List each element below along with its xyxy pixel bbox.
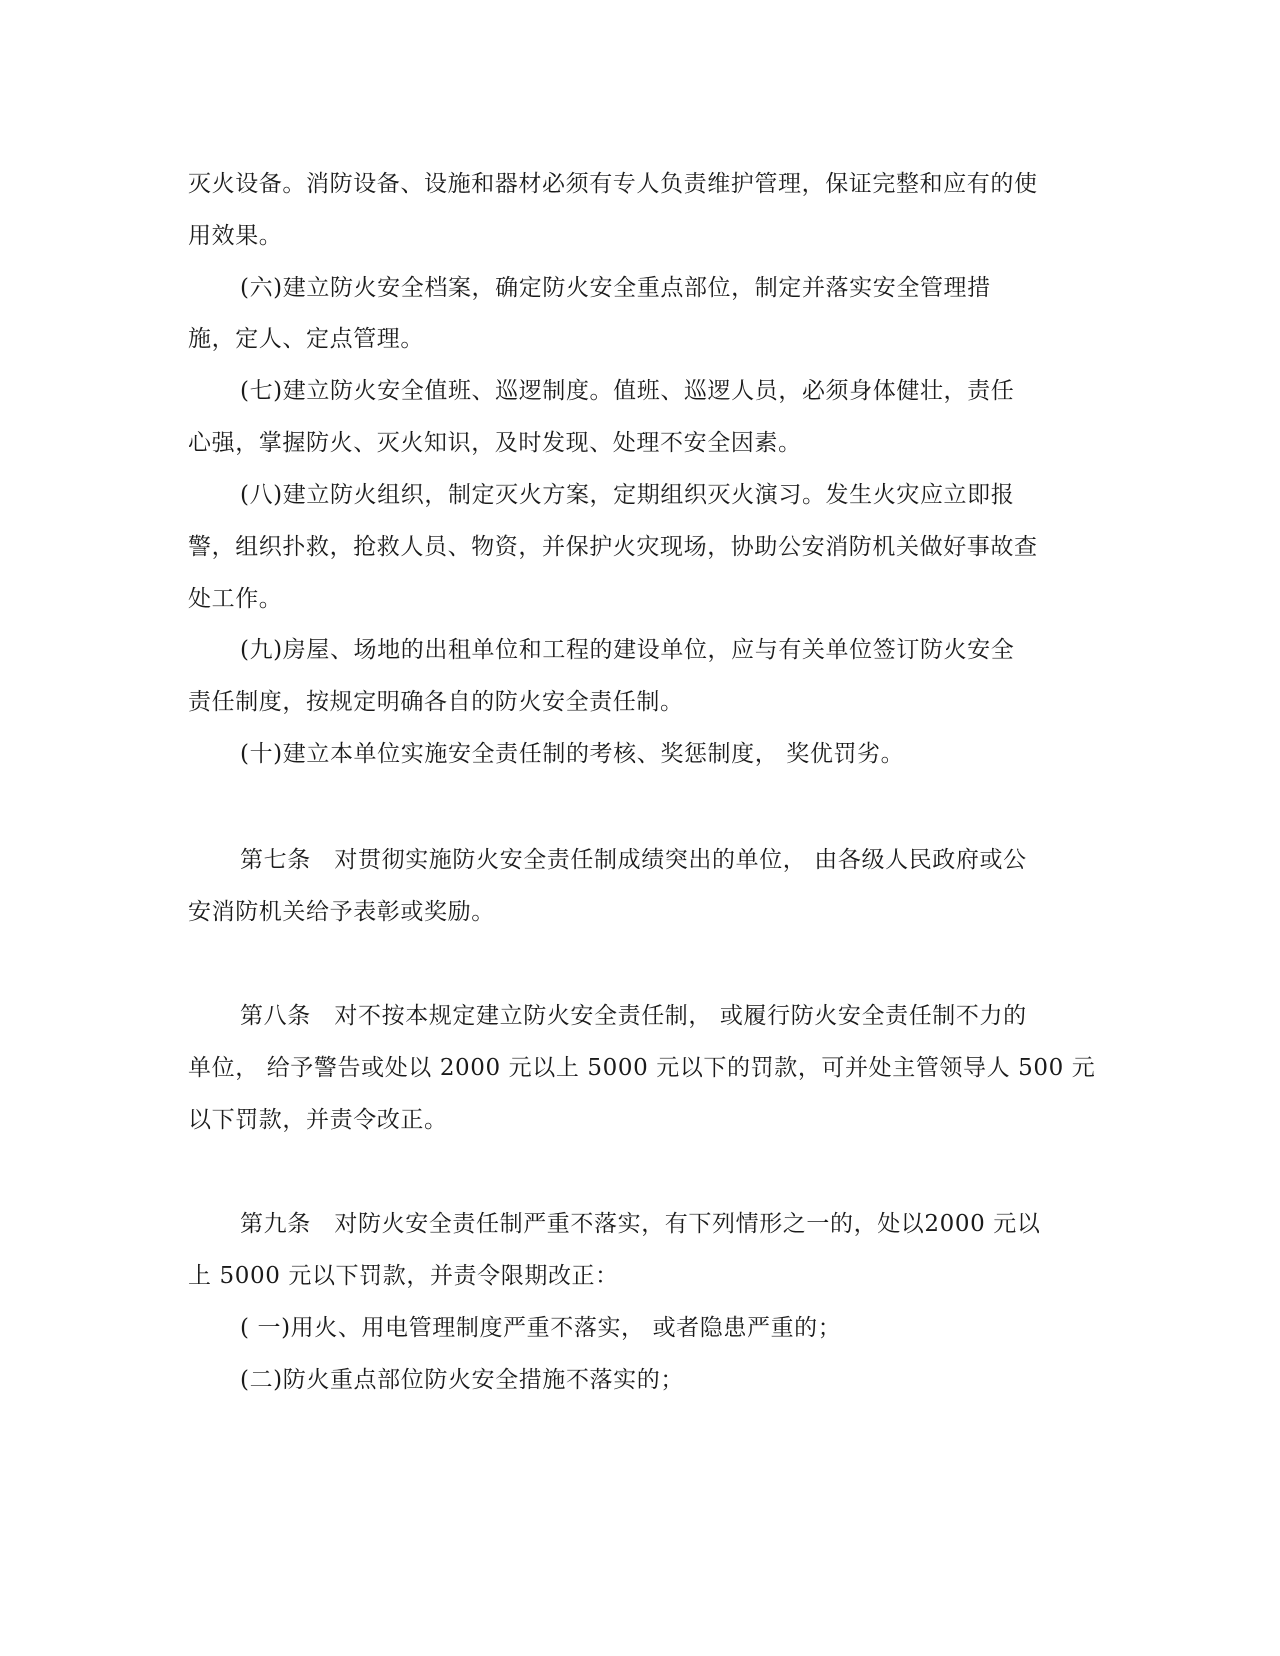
item-one: ( 一)用火、用电管理制度严重不落实， 或者隐患严重的； [240, 1315, 842, 1341]
clause-ten: (十)建立本单位实施安全责任制的考核、奖惩制度， 奖优罚劣。 [240, 741, 905, 767]
text-line: 警，组织扑救，抢救人员、物资，并保护火灾现场，协助公安消防机关做好事故查 [188, 534, 1038, 560]
text-line: 灭火设备。消防设备、设施和器材必须有专人负责维护管理，保证完整和应有的使 [188, 171, 1038, 197]
clause-eight: (八)建立防火组织，制定灭火方案，定期组织灭火演习。发生火灾应立即报 [240, 482, 1015, 508]
text-line: 施，定人、定点管理。 [188, 326, 424, 352]
text-line: 责任制度，按规定明确各自的防火安全责任制。 [188, 689, 684, 715]
text-line: 以下罚款，并责令改正。 [188, 1107, 448, 1133]
clause-seven: (七)建立防火安全值班、巡逻制度。值班、巡逻人员，必须身体健壮，责任 [240, 378, 1015, 404]
text-line: 单位， 给予警告或处以 2000 元以上 5000 元以下的罚款，可并处主管领导人 500 元 [188, 1055, 1096, 1081]
article-seven: 第七条 对贯彻实施防火安全责任制成绩突出的单位， 由各级人民政府或公 [240, 847, 1027, 873]
text-line: 心强，掌握防火、灭火知识，及时发现、处理不安全因素。 [188, 430, 802, 456]
text-line: 用效果。 [188, 223, 283, 249]
text-line: 上 5000 元以下罚款，并责令限期改正： [188, 1263, 619, 1289]
clause-nine: (九)房屋、场地的出租单位和工程的建设单位，应与有关单位签订防火安全 [240, 637, 1015, 663]
item-two: (二)防火重点部位防火安全措施不落实的； [240, 1367, 684, 1393]
clause-six: (六)建立防火安全档案，确定防火安全重点部位，制定并落实安全管理措 [240, 275, 991, 301]
article-nine: 第九条 对防火安全责任制严重不落实，有下列情形之一的，处以2000 元以 [240, 1211, 1041, 1237]
text-line: 安消防机关给予表彰或奖励。 [188, 899, 495, 925]
article-eight: 第八条 对不按本规定建立防火安全责任制， 或履行防火安全责任制不力的 [240, 1003, 1027, 1029]
text-line: 处工作。 [188, 586, 283, 612]
